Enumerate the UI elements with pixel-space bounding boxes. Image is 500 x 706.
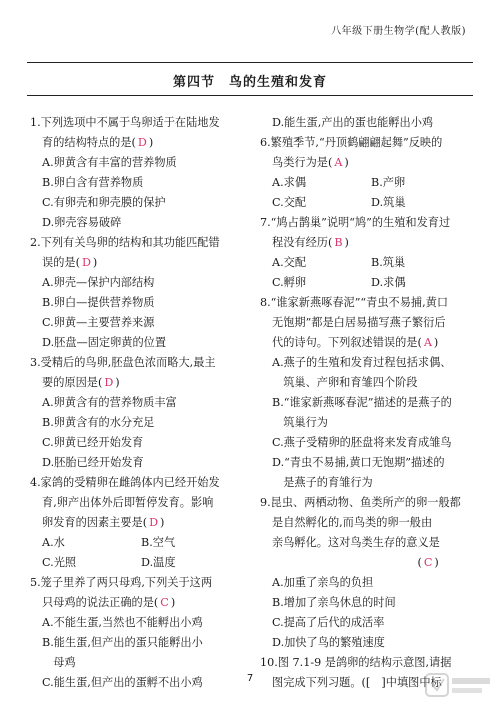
question-line [260, 373, 470, 393]
question-line [30, 253, 240, 273]
line-text: 亲鸟孵化。这对鸟类生存的意义是 [272, 536, 440, 549]
watermark-icon [424, 670, 494, 700]
question-line [30, 413, 240, 433]
line-text: 2.下列有关鸟卵的结构和其功能匹配错 [30, 236, 220, 249]
question-line [30, 513, 240, 533]
line-text: D.卵壳容易破碎 [42, 216, 122, 229]
line-text: 9.昆虫、两栖动物、鱼类所产的卵一般都 [260, 496, 461, 509]
option-text: A.水 [42, 536, 65, 549]
line-text: D.胚盘—固定卵黄的位置 [42, 336, 167, 349]
line-text: D.胚胎已经开始发育 [42, 456, 144, 469]
line-text: A.卵壳—保护内部结构 [42, 276, 155, 289]
option-text: C.光照 [42, 556, 77, 569]
question-line [30, 453, 240, 473]
line-suffix: ) [433, 336, 439, 349]
line-text: B.“谁家新燕啄春泥”描述的是燕子的 [272, 396, 452, 409]
handwritten-answer: D [137, 136, 147, 149]
question-line [30, 633, 240, 653]
line-text: 是自然孵化的,而鸟类的卵一般由 [272, 516, 433, 529]
line-text: 程没有经历( [272, 236, 333, 249]
line-text: A.卵黄含有的营养物质丰富 [42, 396, 177, 409]
question-line [260, 293, 470, 313]
line-text: D.“青虫不易捕,黄口无饱期”描述的 [272, 456, 445, 469]
option-text: B.筑巢 [371, 256, 406, 269]
line-text: 8.“谁家新燕啄春泥”“青虫不易捕,黄口 [260, 296, 449, 309]
question-line [260, 313, 470, 333]
option-text: D.温度 [141, 556, 176, 569]
question-line [30, 353, 240, 373]
handwritten-answer: D [104, 376, 114, 389]
line-text: D.能生蛋,产出的蛋也能孵出小鸡 [272, 116, 434, 129]
question-line [260, 153, 470, 173]
line-suffix: ) [170, 596, 176, 609]
line-text: 代的诗句。下列叙述错误的是( [272, 336, 422, 349]
header-book-label: 八年级下册生物学(配人教版) [331, 26, 466, 37]
question-line [260, 553, 470, 573]
question-line [30, 493, 240, 513]
option-text: C.孵卵 [272, 276, 307, 289]
option-text: D.筑巢 [371, 196, 406, 209]
option-text: A.交配 [272, 256, 307, 269]
question-line [30, 653, 240, 673]
line-text: A.加重了亲鸟的负担 [272, 576, 374, 589]
line-text: B.能生蛋,但产出的蛋只能孵出小 [42, 636, 203, 649]
line-text: 10.图 7.1-9 是鸽卵的结构示意图,请据 [260, 656, 452, 669]
option-text: B.产卵 [371, 176, 406, 189]
handwritten-answer: C [160, 596, 169, 609]
line-text: 卵发育的因素主要是( [42, 516, 148, 529]
question-line [260, 593, 470, 613]
line-text: C.卵黄已经开始发育 [42, 436, 144, 449]
line-text: 筑巢、产卵和育雏四个阶段 [272, 376, 418, 389]
question-line [260, 353, 470, 373]
question-line [30, 593, 240, 613]
question-line [30, 433, 240, 453]
line-suffix: ) [92, 256, 98, 269]
question-line [30, 213, 240, 233]
question-line [30, 473, 240, 493]
question-line [30, 313, 240, 333]
line-text: 图完成下列习题。([ ]中填图中标 [272, 676, 442, 689]
line-text: 要的原因是( [42, 376, 103, 389]
line-text: B.卵白—提供营养物质 [42, 296, 155, 309]
line-text: 育,卵产出体外后即暂停发育。影响 [42, 496, 214, 509]
question-line [30, 233, 240, 253]
line-text: ( [272, 556, 422, 569]
line-suffix: ) [344, 236, 349, 249]
question-line [30, 573, 240, 593]
line-text: 鸟类行为是( [272, 156, 333, 169]
handwritten-answer: B [334, 236, 343, 249]
question-line [260, 633, 470, 653]
watermark-logo [424, 670, 494, 700]
line-text: 母鸡 [42, 656, 76, 669]
line-text: A.卵黄含有丰富的营养物质 [42, 156, 177, 169]
question-line [260, 393, 470, 413]
question-line [260, 133, 470, 153]
line-text: D.加快了鸟的繁殖速度 [272, 636, 385, 649]
handwritten-answer: D [81, 256, 91, 269]
line-text: C.能生蛋,但产出的蛋孵不出小鸡 [42, 676, 203, 689]
question-line [260, 433, 470, 453]
line-text: C.燕子受精卵的胚盘将来发育成雏鸟 [272, 436, 452, 449]
line-text: 6.繁殖季节,“丹顶鹤翩翩起舞”反映的 [260, 136, 443, 149]
line-text: B.卵黄含有的水分充足 [42, 416, 155, 429]
line-text: A.不能生蛋,当然也不能孵出小鸡 [42, 616, 203, 629]
question-line [260, 453, 470, 473]
line-suffix: ) [434, 556, 439, 569]
handwritten-answer: D [149, 516, 159, 529]
question-line [260, 513, 470, 533]
question-line [30, 133, 240, 153]
title-rule-top [27, 62, 473, 63]
handwritten-answer: A [423, 336, 432, 349]
question-line [260, 273, 470, 293]
question-line [260, 173, 470, 193]
question-line [260, 473, 470, 493]
page-number: 7 [246, 673, 254, 684]
section-title: 第四节 鸟的生殖和发育 [172, 75, 327, 90]
line-text: 育的结构特点的是( [42, 136, 136, 149]
question-line [30, 553, 240, 573]
title-rule-bottom [27, 95, 473, 96]
question-line [260, 573, 470, 593]
question-line [30, 173, 240, 193]
line-text: 4.家鸽的受精卵在雌鸽体内已经开始发 [30, 476, 220, 489]
option-text: D.求偶 [371, 276, 406, 289]
question-line [30, 273, 240, 293]
line-text: A.燕子的生殖和发育过程包括求偶、 [272, 356, 452, 369]
line-text: 3.受精后的鸟卵,胚盘色浓而略大,最主 [30, 356, 216, 369]
question-line [260, 413, 470, 433]
line-text: 是燕子的育雏行为 [272, 476, 373, 489]
line-text: B.卵白含有营养物质 [42, 176, 144, 189]
line-suffix: ) [115, 376, 120, 389]
question-line [30, 193, 240, 213]
option-text: B.空气 [141, 536, 176, 549]
option-text: A.求偶 [272, 176, 307, 189]
question-line [260, 213, 470, 233]
question-line [30, 153, 240, 173]
question-line [30, 393, 240, 413]
question-line [30, 113, 240, 133]
line-text: 1.下列选项中不属于鸟卵适于在陆地发 [30, 116, 220, 129]
question-line [260, 533, 470, 553]
question-line [30, 533, 240, 553]
line-text: 无饱期”都是白居易描写燕子繁衍后 [272, 316, 446, 329]
line-suffix: ) [148, 136, 154, 149]
question-line [30, 613, 240, 633]
question-line [260, 333, 470, 353]
question-line [260, 193, 470, 213]
line-text: C.有卵壳和卵壳膜的保护 [42, 196, 166, 209]
option-text: C.交配 [272, 196, 307, 209]
question-line [30, 373, 240, 393]
line-suffix: ) [344, 156, 349, 169]
question-line [260, 233, 470, 253]
line-text: C.卵黄—主要营养来源 [42, 316, 155, 329]
question-line [30, 293, 240, 313]
line-text: 7.“鸠占鹊巢”说明“鸠”的生殖和发育过 [260, 216, 451, 229]
line-text: C.提高了后代的成活率 [272, 616, 385, 629]
line-text: 筑巢行为 [272, 416, 328, 429]
handwritten-answer: A [334, 156, 343, 169]
right-question-column [260, 113, 470, 693]
question-line [260, 613, 470, 633]
line-text: B.增加了亲鸟休息的时间 [272, 596, 396, 609]
line-text: 只母鸡的说法正确的是( [42, 596, 159, 609]
handwritten-answer: C [423, 556, 433, 569]
question-line [260, 113, 470, 133]
question-line [30, 333, 240, 353]
question-line [260, 253, 470, 273]
question-line [260, 493, 470, 513]
left-question-column [30, 113, 240, 693]
line-text: 误的是( [42, 256, 80, 269]
line-suffix: ) [160, 516, 165, 529]
line-text: 5.笼子里养了两只母鸡,下列关于这两 [30, 576, 213, 589]
